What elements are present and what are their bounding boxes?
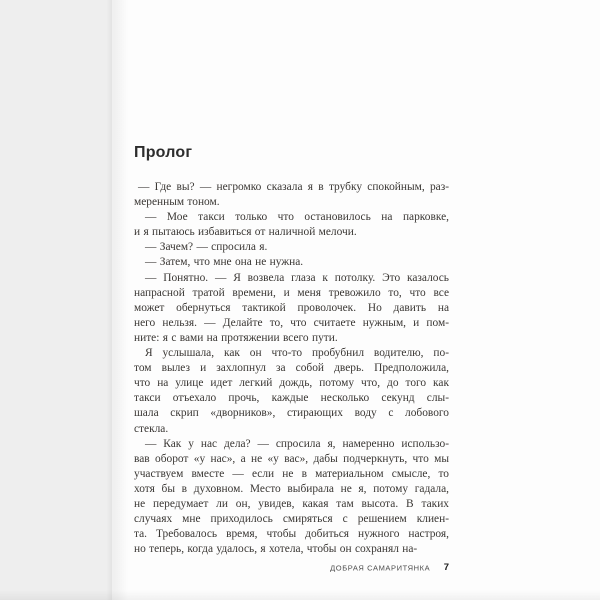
text-line: не передумает ли он, увидев, какая там высота. В таких [134,497,449,510]
running-title: ДОБРАЯ САМАРИТЯНКА [330,563,431,573]
text-line: хотя бы в духовном. Место выбирала не я, потому гадала, [134,482,449,495]
text-line: что на улице идет легкий дождь, потому что, до того как [134,377,449,390]
page-content [134,144,449,557]
text-line: том вылез и захлопнул за собой дверь. Предположила, [134,362,449,375]
text-line: Я услышала, как он что-то пробубнил водителю, по- [145,347,449,360]
text-line: ните: я с вами на протяжении всего пути. [134,331,338,344]
text-line: участвуем вместе — если не в материальном смысле, то [134,467,449,480]
text-line: — Мое такси только что остановилось на парковке, [145,211,449,224]
text-line: меренным тоном. [134,196,220,209]
text-line: — Зачем? — спросила я. [145,241,268,254]
page-number: 7 [443,562,449,574]
page-footer [134,559,449,577]
text-line: такси отъехало прочь, каждые несколько секунд слы- [134,392,449,405]
text-line: но теперь, когда удалось, я хотела, чтобы он сохранял на- [134,543,418,556]
text-line: — Понятно. — Я возвела глаза к потолку. Это казалось [145,271,449,284]
page-body-text [134,180,449,557]
text-line: случаях мне приходилось смиряться с решением клиен- [134,513,449,526]
page-left-edge-shadow [106,0,128,600]
text-line: стекла. [134,422,169,435]
chapter-heading: Пролог [134,144,193,161]
text-line: может обернуться тактикой проволочек. Но давить на [134,301,449,314]
text-line: шала скрип «дворников», стирающих воду с лобового [134,407,449,420]
text-line: вав оборот «у нас», а не «у вас», дабы подчеркнуть, что мы [134,452,449,465]
text-line: — Где вы? — негромко сказала я в трубку спокойным, раз- [138,181,449,193]
text-line: и я пытаюсь избавиться от наличной мелочи. [134,226,357,239]
text-line: та. Требовалось время, чтобы добиться нужного настроя, [134,528,449,541]
text-line: него нельзя. — Делайте то, что считаете нужным, и пом- [134,316,449,329]
text-line: — Затем, что мне она не нужна. [145,256,304,269]
text-line: — Как у нас дела? — спросила я, намеренно использо- [145,437,449,450]
text-line: напрасной тратой времени, и меня тревожило то, что все [134,286,449,299]
book-page [112,0,600,600]
